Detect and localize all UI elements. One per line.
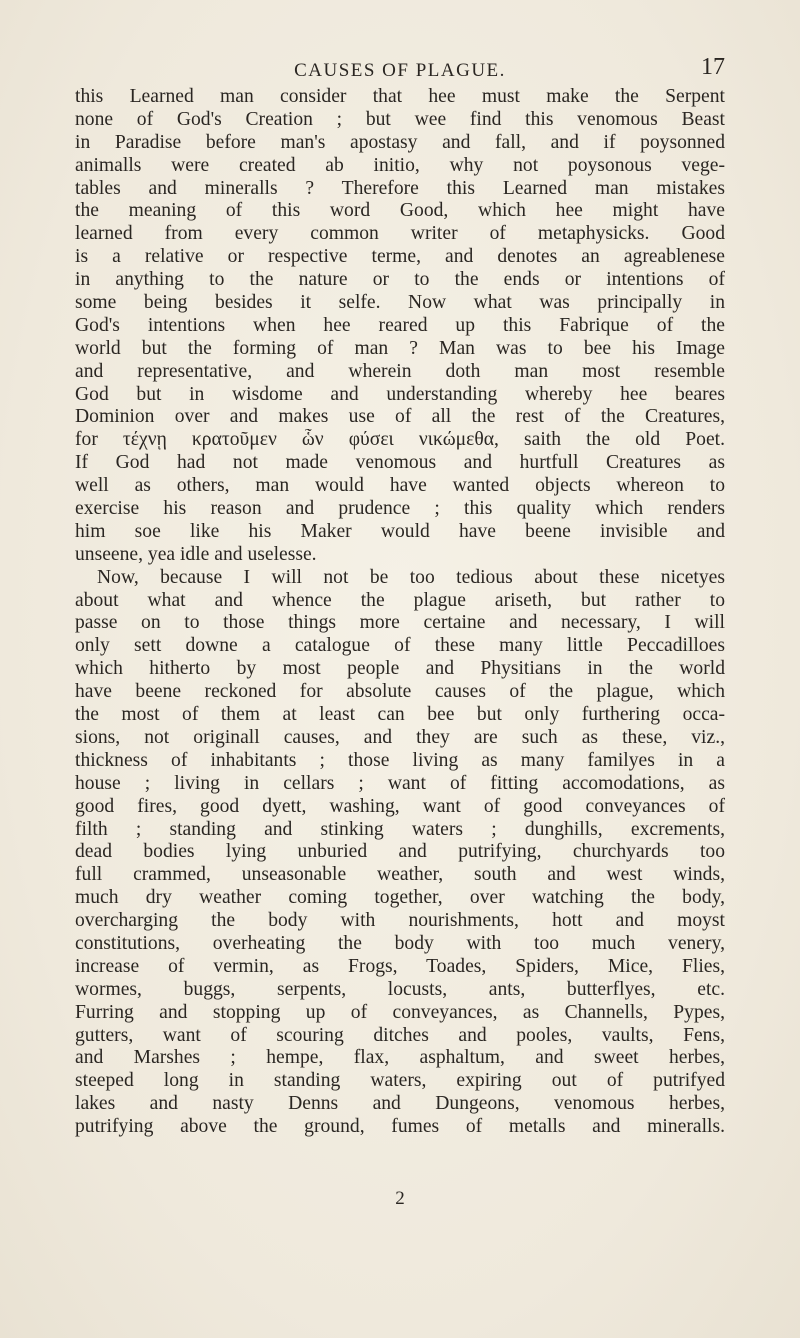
text-line: him soe like his Maker would have beene invisible and — [75, 520, 725, 542]
page-number: 17 — [701, 54, 725, 80]
text-line: overcharging the body with nourishments, hott and moyst — [75, 910, 725, 932]
text-line: which hitherto by most people and Physitians in the world — [75, 658, 725, 680]
text-line: thickness of inhabitants ; those living as many familyes in a — [75, 749, 725, 771]
text-line: only sett downe a catalogue of these many little Peccadilloes — [75, 635, 725, 657]
signature-mark: 2 — [395, 1188, 405, 1209]
text-line: about what and whence the plague ariseth, but rather to — [75, 589, 725, 611]
text-line: in Paradise before man's apostasy and fall, and if poysonned — [75, 131, 725, 153]
text-line: for τέχνῃ κρατοῦμεν ὧν φύσει νικώμεθα, saith the old Poet. — [75, 429, 725, 451]
text-line: world but the forming of man ? Man was to bee his Image — [75, 337, 725, 359]
text-line: lakes and nasty Denns and Dungeons, venomous herbes, — [75, 1093, 725, 1115]
text-line: none of God's Creation ; but wee find this venomous Beast — [75, 108, 725, 130]
text-line: have beene reckoned for absolute causes of the plague, which — [75, 681, 725, 703]
text-line: unseene, yea idle and uselesse. — [75, 543, 317, 565]
text-line: gutters, want of scouring ditches and pooles, vaults, Fens, — [75, 1024, 725, 1046]
text-line: learned from every common writer of metaphysicks. Good — [75, 223, 725, 245]
body-text — [75, 86, 725, 1139]
text-line: good fires, good dyett, washing, want of good conveyances of — [75, 795, 725, 817]
text-line: steeped long in standing waters, expiring out of putrifyed — [75, 1070, 725, 1092]
text-line: full crammed, unseasonable weather, south and west winds, — [75, 864, 725, 886]
text-line: constitutions, overheating the body with too much venery, — [75, 932, 725, 954]
text-line: this Learned man consider that hee must make the Serpent — [75, 86, 725, 107]
text-line: exercise his reason and prudence ; this quality which renders — [75, 498, 725, 520]
text-line: God's intentions when hee reared up this Fabrique of the — [75, 314, 725, 336]
text-line: the meaning of this word Good, which hee might have — [75, 200, 725, 222]
text-line: Now, because I will not be too tedious about these nicetyes — [97, 566, 725, 588]
text-line: Dominion over and makes use of all the rest of the Creatures, — [75, 406, 725, 428]
text-line: animalls were created ab initio, why not poysonous vege- — [75, 154, 725, 176]
text-line: and representative, and wherein doth man most resemble — [75, 360, 725, 382]
text-line: passe on to those things more certaine and necessary, I will — [75, 612, 725, 634]
text-line: If God had not made venomous and hurtfull Creatures as — [75, 452, 725, 474]
text-line: putrifying above the ground, fumes of metalls and mineralls. — [75, 1116, 725, 1138]
text-line: much dry weather coming together, over watching the body, — [75, 887, 725, 909]
running-head-title: CAUSES OF PLAGUE. — [294, 60, 506, 81]
text-line: Furring and stopping up of conveyances, as Channells, Pypes, — [75, 1001, 725, 1023]
text-line: well as others, man would have wanted objects whereon to — [75, 475, 725, 497]
running-head — [75, 56, 725, 86]
text-line: wormes, buggs, serpents, locusts, ants, butterflyes, etc. — [75, 978, 725, 1000]
text-line: dead bodies lying unburied and putrifying, churchyards too — [75, 841, 725, 863]
text-line: God but in wisdome and understanding whereby hee beares — [75, 383, 725, 405]
text-line: is a relative or respective terme, and denotes an agreablenese — [75, 246, 725, 268]
text-line: in anything to the nature or to the ends or intentions of — [75, 269, 725, 291]
text-line: increase of vermin, as Frogs, Toades, Spiders, Mice, Flies, — [75, 955, 725, 977]
text-line: the most of them at least can bee but only furthering occa- — [75, 704, 725, 726]
text-line: some being besides it selfe. Now what was principally in — [75, 292, 725, 314]
text-line: house ; living in cellars ; want of fitting accomodations, as — [75, 772, 725, 794]
text-line: and Marshes ; hempe, flax, asphaltum, and sweet herbes, — [75, 1047, 725, 1069]
text-line: sions, not originall causes, and they are such as these, viz., — [75, 726, 725, 748]
text-line: tables and mineralls ? Therefore this Learned man mistakes — [75, 177, 725, 199]
text-line: filth ; standing and stinking waters ; dunghills, excrements, — [75, 818, 725, 840]
